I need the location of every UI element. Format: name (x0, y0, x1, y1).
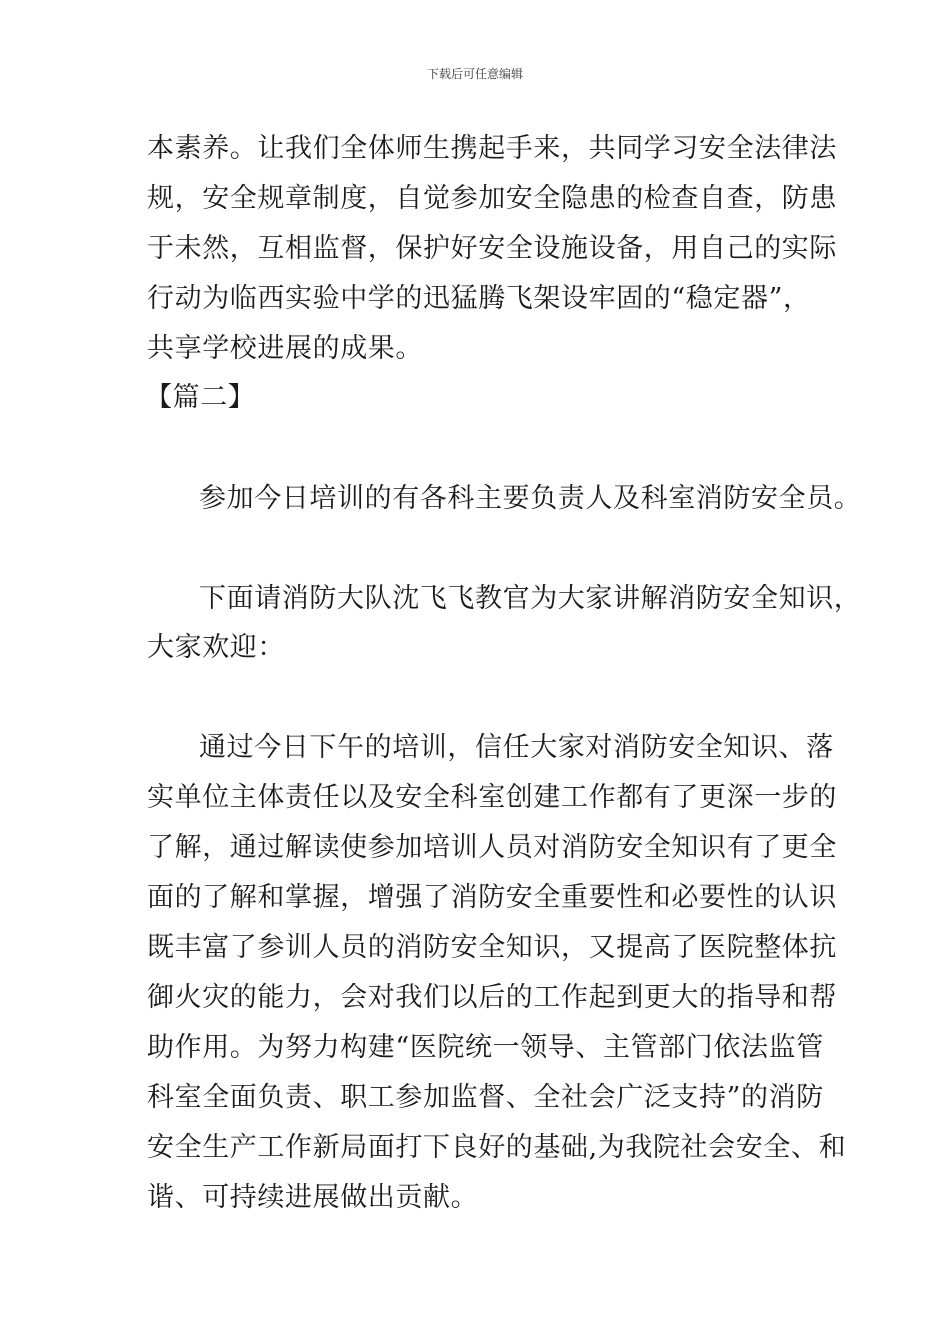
page-header: 下载后可任意编辑 (426, 67, 523, 81)
text-line: 规，安全规章制度，自觉参加安全隐患的检查自查，防患 (147, 183, 837, 214)
text-line: 参加今日培训的有各科主要负责人及科室消防安全员。 (199, 483, 862, 514)
text-line: 安全生产工作新局面打下良好的基础,为我院社会安全、和 (147, 1132, 847, 1163)
text-line: 下面请消防大队沈飞飞教官为大家讲解消防安全知识， (199, 583, 862, 614)
text-line: 既丰富了参训人员的消防安全知识，又提高了医院整体抗 (147, 932, 837, 963)
text-line: 通过今日下午的培训，信任大家对消防安全知识、落 (199, 732, 834, 763)
text-line: 谐、可持续进展做出贡献。 (147, 1182, 479, 1213)
text-line: 面的了解和掌握，增强了消防安全重要性和必要性的认识 (147, 882, 837, 913)
text-line: 本素养。让我们全体师生携起手来，共同学习安全法律法 (147, 133, 837, 164)
text-line: 大家欢迎： (147, 632, 285, 663)
text-line: 行动为临西实验中学的迅猛腾飞架设牢固的“稳定器”， (147, 283, 811, 314)
text-line: 科室全面负责、职工参加监督、全社会广泛支持”的消防 (147, 1082, 824, 1113)
text-line: 助作用。为努力构建“医院统一领导、主管部门依法监管 (147, 1032, 824, 1063)
text-line: 了解，通过解读使参加培训人员对消防安全知识有了更全 (147, 832, 837, 863)
section-heading: 【篇二】 (145, 382, 256, 413)
text-line: 御火灾的能力，会对我们以后的工作起到更大的指导和帮 (147, 982, 837, 1013)
text-line: 共享学校进展的成果。 (147, 333, 423, 364)
text-line: 于未然，互相监督，保护好安全设施设备，用自己的实际 (147, 233, 837, 264)
text-line: 实单位主体责任以及安全科室创建工作都有了更深一步的 (147, 782, 837, 813)
